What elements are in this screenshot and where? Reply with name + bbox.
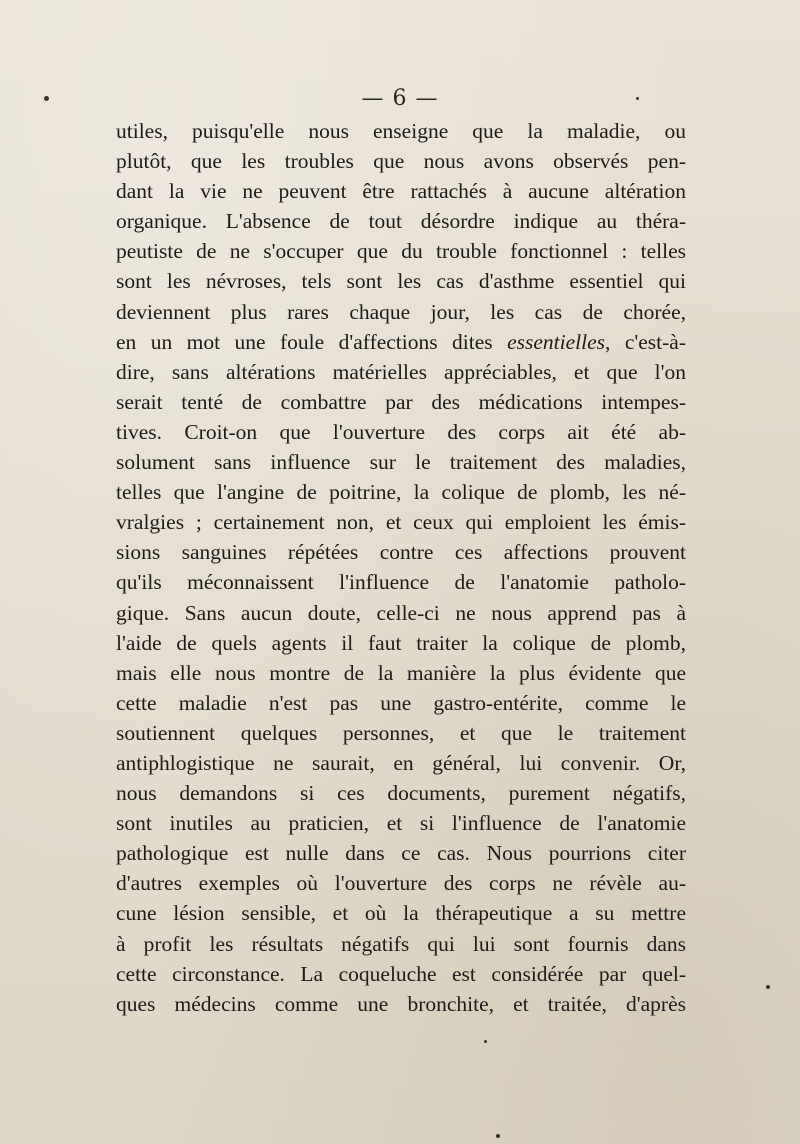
text-line: peutiste de ne s'occuper que du trouble fonctionnel : telles <box>116 239 686 264</box>
paper-speck <box>636 97 639 100</box>
text-line: telles que l'angine de poitrine, la colique de plomb, les né- <box>116 480 686 505</box>
text-line: serait tenté de combattre par des médications intempes- <box>116 389 686 414</box>
text-line: utiles, puisqu'elle nous enseigne que la maladie, ou <box>116 119 686 143</box>
text-line: d'autres exemples où l'ouverture des corps ne révèle au- <box>116 871 686 896</box>
paper-speck <box>496 1134 500 1138</box>
paper-speck <box>44 96 49 101</box>
text-line: qu'ils méconnaissent l'influence de l'anatomie patholo- <box>116 570 686 595</box>
paper-speck <box>766 985 770 989</box>
text-line: tives. Croit-on que l'ouverture des corps ait été ab- <box>116 419 686 444</box>
text-line: vralgies ; certainement non, et ceux qui emploient les émis- <box>116 510 686 535</box>
text-line: dant la vie ne peuvent être rattachés à aucune altération <box>116 179 686 204</box>
text-line: dire, sans altérations matérielles appréciables, et que l'on <box>116 359 686 384</box>
text-line: sions sanguines répétées contre ces affections prouvent <box>116 540 686 565</box>
text-line: solument sans influence sur le traitement des maladies, <box>116 450 686 475</box>
paper-speck <box>484 1040 487 1043</box>
text-line: à profit les résultats négatifs qui lui sont fournis dans <box>116 931 686 956</box>
text-line: gique. Sans aucun doute, celle-ci ne nous apprend pas à <box>116 600 686 625</box>
page-number: — 6 — <box>361 86 439 111</box>
text-line: en un mot une foule d'affections dites essentielles, c'est-à- <box>116 329 687 354</box>
text-line: cette circonstance. La coqueluche est considérée par quel- <box>116 961 686 986</box>
text-line: mais elle nous montre de la manière la plus évidente que <box>116 660 686 685</box>
text-line: organique. L'absence de tout désordre indique au théra- <box>116 209 686 234</box>
text-line: soutiennent quelques personnes, et que le traitement <box>116 720 686 745</box>
text-line: sont les névroses, tels sont les cas d'asthme essentiel qui <box>116 269 686 294</box>
text-line: cune lésion sensible, et où la thérapeutique a su mettre <box>116 901 686 926</box>
text-line: l'aide de quels agents il faut traiter la colique de plomb, <box>116 630 686 655</box>
text-line: cette maladie n'est pas une gastro-entérite, comme le <box>116 690 686 715</box>
text-line: nous demandons si ces documents, purement négatifs, <box>116 781 686 806</box>
text-line: pathologique est nulle dans ce cas. Nous pourrions citer <box>116 841 686 866</box>
text-line: ques médecins comme une bronchite, et traitée, d'après <box>116 991 686 1016</box>
body-text <box>116 116 686 1019</box>
text-line: deviennent plus rares chaque jour, les cas de chorée, <box>116 299 686 324</box>
text-line: antiphlogistique ne saurait, en général, lui convenir. Or, <box>116 750 686 775</box>
text-line: plutôt, que les troubles que nous avons observés pen- <box>116 149 686 174</box>
text-line: sont inutiles au praticien, et si l'influence de l'anatomie <box>116 811 686 836</box>
